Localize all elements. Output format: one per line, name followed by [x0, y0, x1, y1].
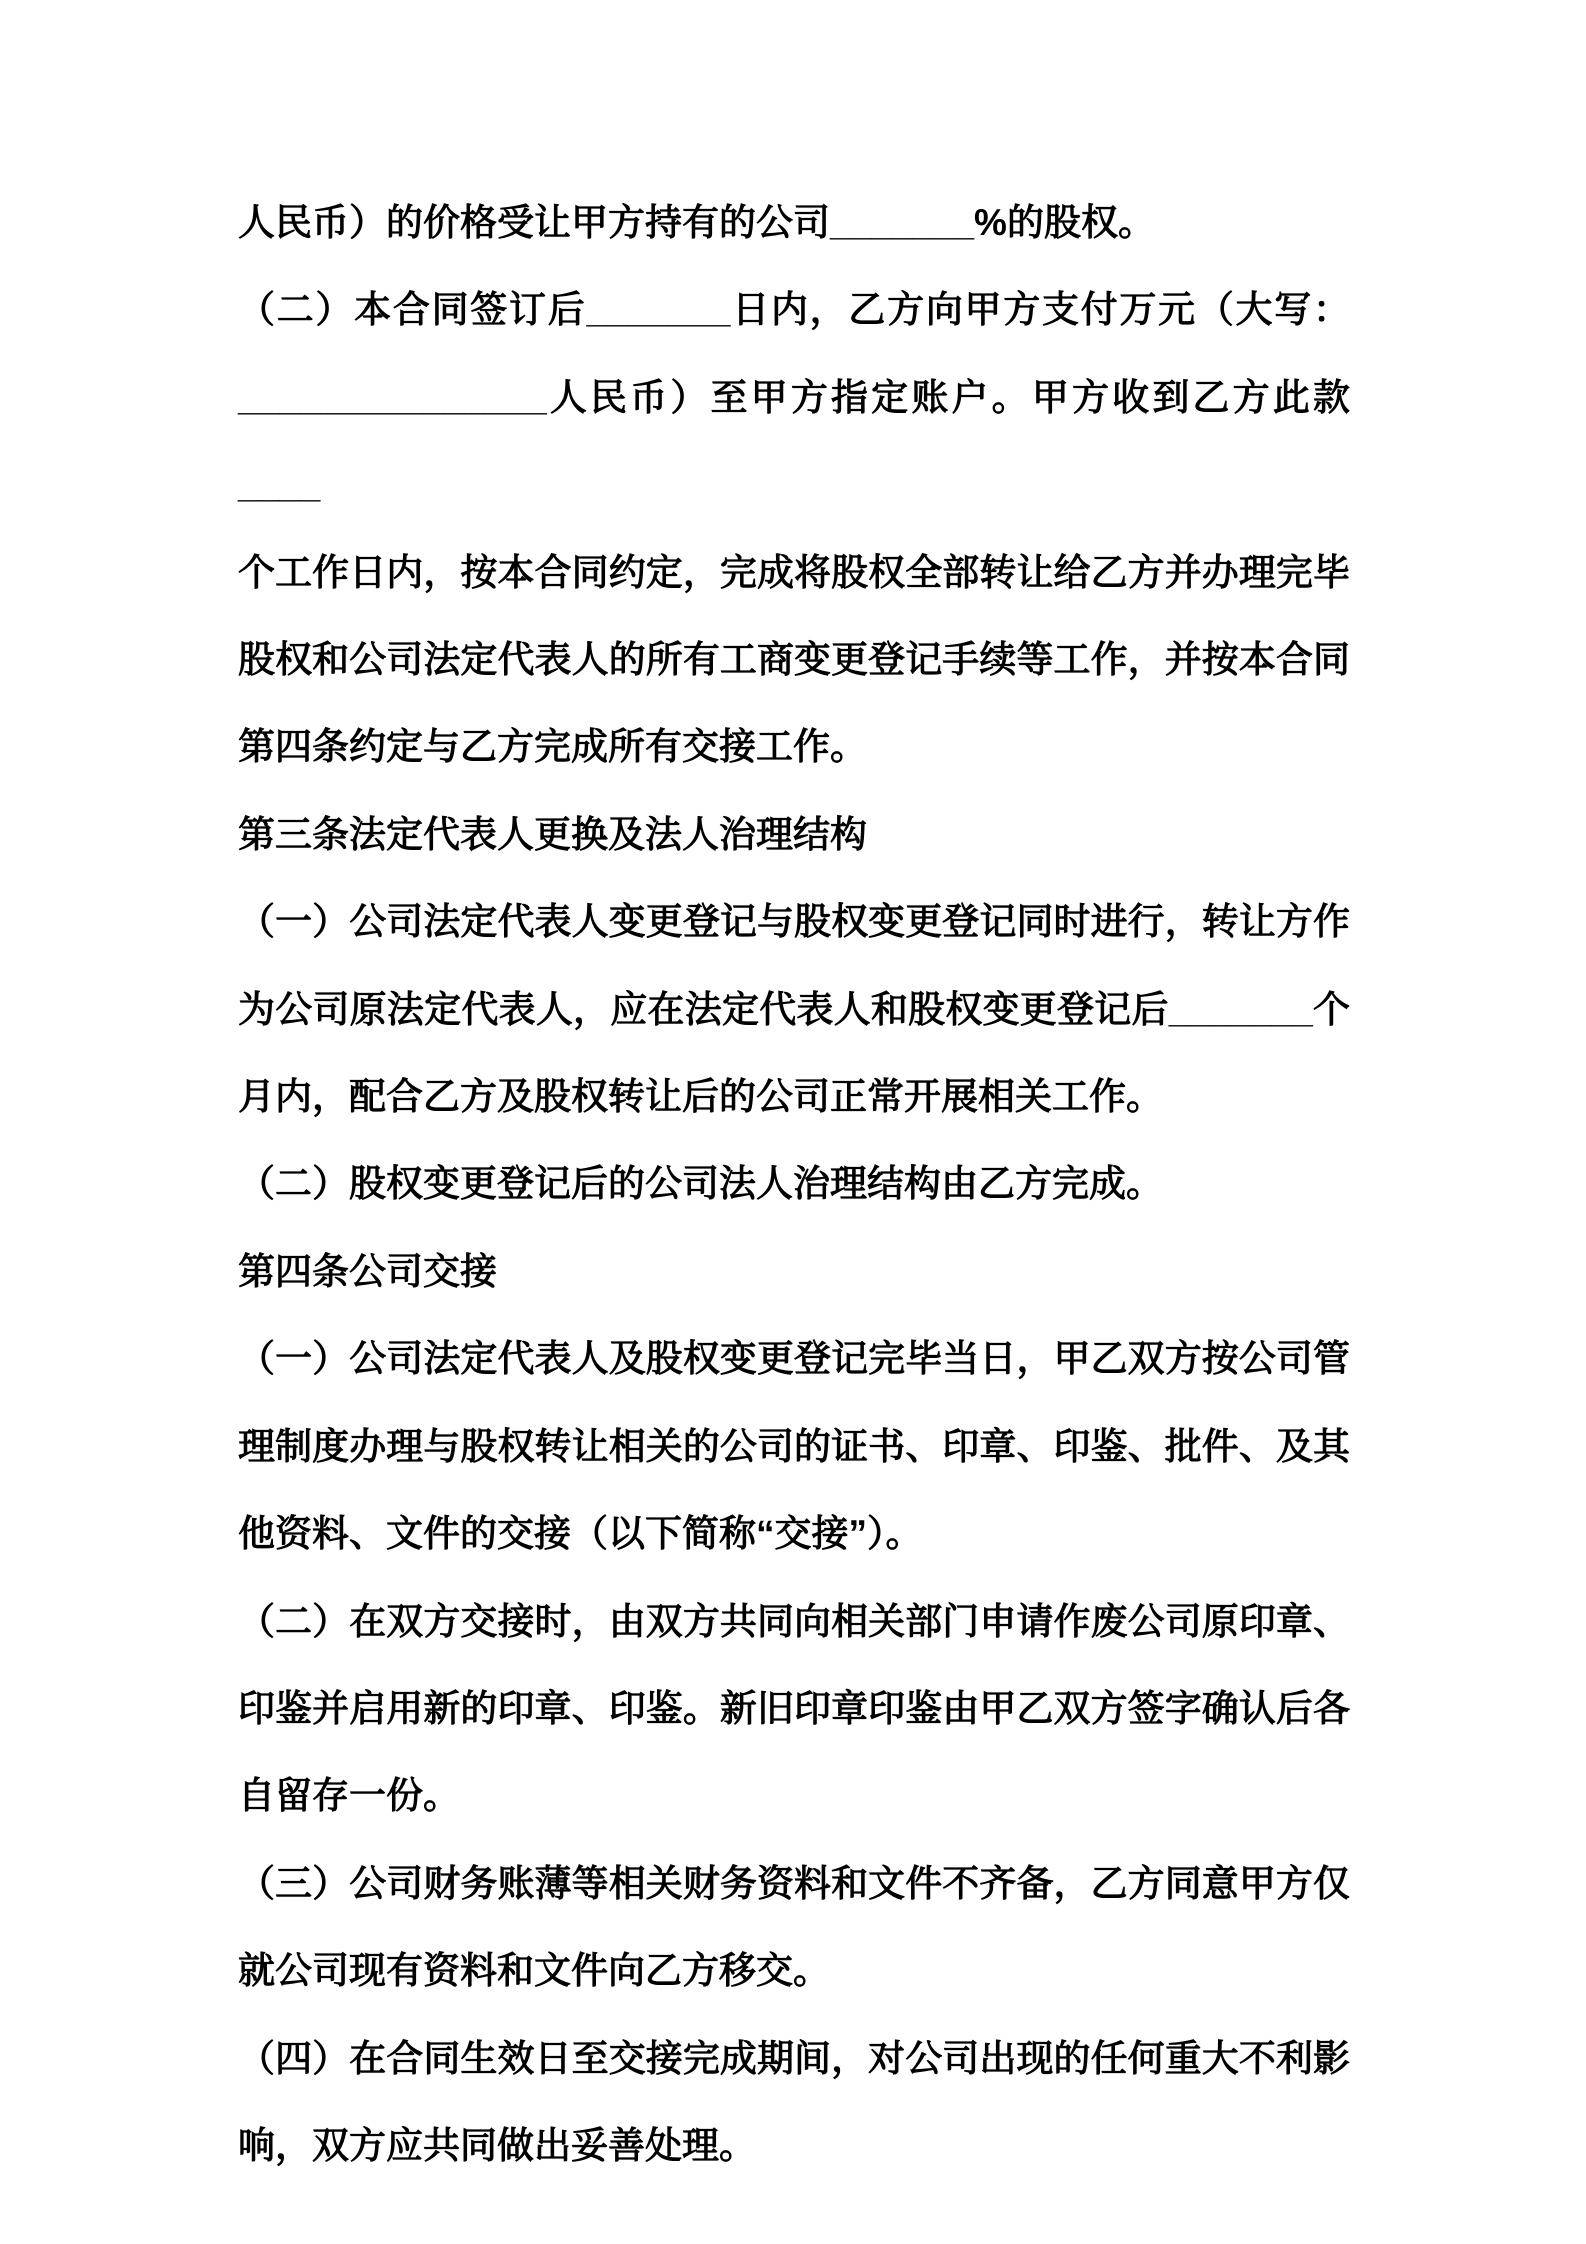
document-line: 第三条法定代表人更换及法人治理结构 — [238, 813, 867, 855]
document-line: 月内，配合乙方及股权转让后的公司正常开展相关工作。 — [238, 1076, 1163, 1118]
document-line: 响，双方应共同做出妥善处理。 — [238, 2124, 756, 2166]
document-line: 理制度办理与股权转让相关的公司的证书、印章、印鉴、批件、及其 — [238, 1425, 1350, 1467]
document-line: （二）在双方交接时，由双方共同向相关部门申请作废公司原印章、 — [238, 1600, 1350, 1642]
document-line: （四）在合同生效日至交接完成期间，对公司出现的任何重大不利影 — [238, 2037, 1350, 2079]
document-line: （一）公司法定代表人变更登记与股权变更登记同时进行，转让方作 — [238, 901, 1350, 943]
document-line: 他资料、文件的交接（以下简称“交接”）。 — [238, 1513, 923, 1555]
document-line: 股权和公司法定代表人的所有工商变更登记手续等工作，并按本合同 — [238, 639, 1350, 681]
document-line: （三）公司财务账薄等相关财务资料和文件不齐备，乙方同意甲方仅 — [238, 1862, 1350, 1904]
document-line: 印鉴并启用新的印章、印鉴。新旧印章印鉴由甲乙双方签字确认后各 — [238, 1687, 1350, 1729]
document-line: 为公司原法定代表人，应在法定代表人和股权变更登记后_______个 — [238, 988, 1350, 1030]
document-line: 第四条公司交接 — [238, 1250, 497, 1292]
document-line: 人民币）的价格受让甲方持有的公司_______%的股权。 — [238, 202, 1155, 243]
document-line: （一）公司法定代表人及股权变更登记完毕当日，甲乙双方按公司管 — [238, 1338, 1350, 1380]
document-line: 自留存一份。 — [238, 1775, 460, 1817]
document-line: 个工作日内，按本合同约定，完成将股权全部转让给乙方并办理完毕 — [238, 551, 1350, 593]
document-body — [238, 179, 1350, 2189]
document-line: 就公司现有资料和文件向乙方移交。 — [238, 1950, 830, 1992]
document-line: （二）本合同签订后_______日内，乙方向甲方支付万元（大写： — [238, 289, 1350, 331]
document-line: _______________人民币）至甲方指定账户。甲方收到乙方此款____ — [238, 376, 1350, 506]
document-line: （二）股权变更登记后的公司法人治理结构由乙方完成。 — [238, 1163, 1163, 1205]
document-line: 第四条约定与乙方完成所有交接工作。 — [238, 726, 867, 768]
